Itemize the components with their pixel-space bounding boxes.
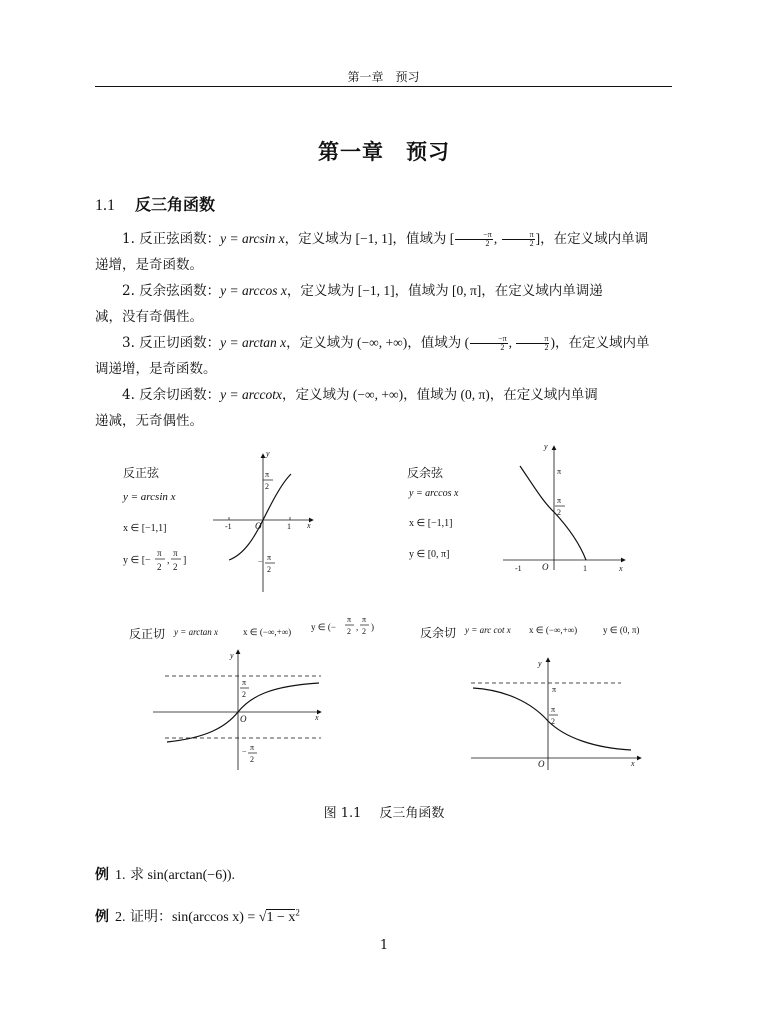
item-domain: ，定义域为 [−1, 1]，值域为 [ <box>284 231 455 246</box>
fraction: $\frac{\pi}{2}$ <box>516 335 549 352</box>
panel-arccos-x-label: x <box>619 564 623 573</box>
panel-arcsin-bot-num: π <box>267 553 272 562</box>
panel-arccot-origin: O <box>538 759 545 769</box>
panel-arcsin-curve <box>229 474 291 560</box>
item-label: 4. 反余切函数： <box>122 387 221 403</box>
panel-arcsin-tick-1: 1 <box>287 522 291 531</box>
panel-arccos-mid-num: π <box>557 496 562 505</box>
item-func: y = arccotx <box>220 387 283 402</box>
example-label: 例 <box>95 909 109 925</box>
section-title: 反三角函数 <box>135 195 216 214</box>
panel-arccot <box>420 625 641 770</box>
panel-arccot-pi: π <box>552 685 557 694</box>
chapter-title: 第一章 预习 <box>318 140 450 164</box>
panel-arccos-pi: π <box>557 467 562 476</box>
panel-arctan-y-label: y <box>230 651 234 660</box>
definition-list <box>95 226 672 434</box>
example-2 <box>95 906 300 926</box>
example-1 <box>95 864 235 884</box>
panel-arcsin-top-num: π <box>265 470 270 479</box>
example-text: sin(arccos x) = <box>171 910 259 925</box>
item-arccos <box>95 278 672 330</box>
panel-arccot-y-label: y <box>538 659 542 668</box>
panel-arccos-mid-den: 2 <box>557 508 561 517</box>
sqrt-body: 1 − x <box>266 910 296 925</box>
panel-arctan-range-num-b: π <box>362 615 367 624</box>
item-arccot <box>95 382 672 434</box>
fraction: $\frac{\pi}{2}$ <box>502 231 535 248</box>
panel-arctan-bot-sign: − <box>242 747 247 756</box>
panel-arccot-mid-num: π <box>551 705 556 714</box>
panel-arccos-range: y ∈ [0, π] <box>409 549 450 560</box>
figure-graphs <box>95 432 672 792</box>
item-continuation: 调递增，是奇函数。 <box>95 360 217 377</box>
panel-arccos <box>407 442 625 573</box>
item-text: ，定义域为 [−1, 1]，值域为 [0, π]，在定义域内单调递 <box>286 283 603 298</box>
panel-arctan-bot-den: 2 <box>250 755 254 764</box>
panel-arcsin-range-prefix: y ∈ [− <box>123 555 151 566</box>
panel-arctan-range-den-a: 2 <box>347 627 351 636</box>
panel-arccot-domain: x ∈ (−∞,+∞) <box>529 625 578 635</box>
sqrt-exponent: 2 <box>295 907 300 918</box>
panel-arctan <box>129 615 374 770</box>
panel-arccot-range: y ∈ (0, π) <box>603 625 640 635</box>
item-func: y = arcsin x <box>220 231 285 246</box>
panel-arcsin-func: y = arcsin x <box>123 491 176 503</box>
item-label: 2. 反余弦函数： <box>122 283 221 299</box>
sqrt-expression: $√1 - x^2$ <box>258 907 300 925</box>
panel-arccos-func: y = arccos x <box>409 488 459 499</box>
page-number: 1 <box>379 938 389 953</box>
panel-arcsin-top-den: 2 <box>265 482 269 491</box>
panel-arcsin-domain: x ∈ [−1,1] <box>123 523 167 534</box>
fraction: $\frac{-\pi}{2}$ <box>455 231 493 248</box>
panel-arccos-tick-1: 1 <box>583 564 587 573</box>
panel-arctan-bot-num: π <box>250 743 255 752</box>
fraction: $\frac{-\pi}{2}$ <box>470 335 508 352</box>
panel-arccot-x-label: x <box>631 759 635 768</box>
item-label: 3. 反正切函数： <box>122 335 221 351</box>
panel-arctan-x-label: x <box>315 713 319 722</box>
panel-arctan-range-den-b: 2 <box>362 627 366 636</box>
panel-arcsin-range-mid: , <box>167 555 170 566</box>
example-number: 1. <box>115 868 126 883</box>
panel-arctan-range-prefix: y ∈ (− <box>311 622 336 632</box>
panel-arccos-tick-neg1: -1 <box>515 564 522 573</box>
item-range: )，在定义域内单 <box>550 335 650 350</box>
example-number: 2. <box>115 910 126 925</box>
panel-arccos-name: 反余弦 <box>407 466 444 480</box>
item-continuation: 递减，无奇偶性。 <box>95 412 203 429</box>
panel-arcsin-y-label: y <box>266 449 270 458</box>
panel-arccot-mid-den: 2 <box>551 717 555 726</box>
panel-arccos-curve <box>520 466 586 560</box>
running-header: 第一章 预习 <box>347 70 420 84</box>
panel-arcsin-range-den-a: 2 <box>157 562 162 572</box>
panel-arcsin-range-num-b: π <box>173 548 178 558</box>
panel-arcsin-bot-sign: − <box>258 557 263 566</box>
panel-arcsin-tick-neg1: -1 <box>225 522 232 531</box>
panel-arctan-origin: O <box>240 714 247 724</box>
panel-arctan-func: y = arctan x <box>174 627 218 637</box>
panel-arccot-name: 反余切 <box>420 626 457 640</box>
panel-arccos-domain: x ∈ [−1,1] <box>409 518 453 529</box>
panel-arccot-func: y = arc cot x <box>465 625 511 635</box>
item-text: ，定义域为 (−∞, +∞)，值域为 (0, π)，在定义域内单调 <box>282 387 598 402</box>
example-label: 例 <box>95 867 109 883</box>
panel-arccos-y-label: y <box>544 442 548 451</box>
item-range: ]，在定义域内单调 <box>535 231 649 246</box>
header-rule <box>95 86 672 87</box>
item-continuation: 减，没有奇偶性。 <box>95 308 203 325</box>
caption-number: 图 1.1 <box>323 806 362 821</box>
panel-arcsin-name: 反正弦 <box>123 466 160 480</box>
section-number: 1.1 <box>95 197 115 214</box>
panel-arcsin-range-suffix: ] <box>183 555 187 566</box>
item-domain: ，定义域为 (−∞, +∞)，值域为 ( <box>286 335 470 350</box>
panel-arcsin-range-num-a: π <box>157 548 162 558</box>
figure-caption <box>0 802 768 821</box>
panel-arccos-origin: O <box>542 562 549 572</box>
panel-arctan-range-suffix: ) <box>371 622 374 632</box>
panel-arcsin-origin: O <box>255 521 262 531</box>
item-func: y = arccos x <box>220 283 287 298</box>
panel-arcsin-x-label: x <box>307 521 311 530</box>
caption-text: 反三角函数 <box>379 806 445 821</box>
item-label: 1. 反正弦函数： <box>122 231 221 247</box>
section-heading <box>95 192 215 215</box>
panel-arcsin-bot-den: 2 <box>267 565 271 574</box>
panel-arctan-top-num: π <box>242 678 247 687</box>
example-text: 求 sin(arctan(−6)). <box>129 868 236 883</box>
panel-arctan-range-mid: , <box>356 622 359 632</box>
panel-arcsin-range-den-b: 2 <box>173 562 178 572</box>
panel-arctan-top-den: 2 <box>242 690 246 699</box>
item-arcsin: 1. 反正弦函数：y = arcsin x，定义域为 [−1, 1]，值域为 [ $\frac{-\pi}{2}$ , $\frac{\pi}{2}$ ]，在定义域内单调 递增，是奇函数。 <box>95 226 672 278</box>
item-func: y = arctan x <box>220 335 287 350</box>
panel-arcsin <box>122 449 313 592</box>
example-prefix: 证明： <box>129 909 172 925</box>
panel-arctan-domain: x ∈ (−∞,+∞) <box>243 627 292 637</box>
panel-arctan-name: 反正切 <box>129 627 166 641</box>
item-continuation: 递增，是奇函数。 <box>95 256 203 273</box>
figure-inverse-trig <box>95 432 672 792</box>
item-arctan: 3. 反正切函数：y = arctan x，定义域为 (−∞, +∞)，值域为 ( $\frac{-\pi}{2}$ , $\frac{\pi}{2}$ )，在定义域内单 调递增，是奇函数。 <box>95 330 672 382</box>
panel-arctan-range-num-a: π <box>347 615 352 624</box>
